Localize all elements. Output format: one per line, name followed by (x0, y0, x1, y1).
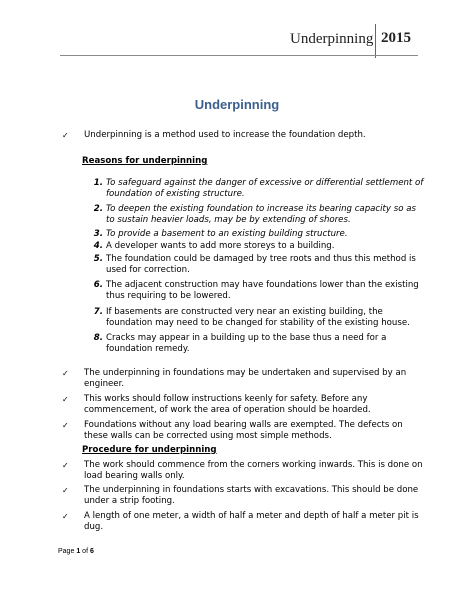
reasons-heading: Reasons for underpinning (82, 156, 208, 166)
bullet-item: The work should commence from the corners working inwards. This is done on load bearing walls only. (84, 460, 423, 481)
list-number: 6. (93, 280, 103, 290)
footer-of-label: of (82, 548, 89, 555)
check-icon: ✓ (62, 421, 69, 430)
check-icon: ✓ (62, 131, 69, 140)
check-icon: ✓ (62, 369, 69, 378)
footer-page-label: Page (58, 548, 75, 555)
list-item: The adjacent construction may have foundations lower than the existing thus requiring to be lowered. (106, 280, 419, 301)
document-title: Underpinning (194, 97, 280, 112)
list-number: 1. (93, 178, 103, 188)
footer-page-total: 6 (89, 548, 94, 555)
list-item: A developer wants to add more storeys to a building. (106, 241, 335, 251)
list-number: 5. (93, 254, 103, 264)
procedure-heading: Procedure for underpinning (82, 445, 217, 455)
intro-text: Underpinning is a method used to increase the foundation depth. (84, 130, 366, 140)
bullet-item: The underpinning in foundations may be undertaken and supervised by an engineer. (84, 368, 407, 389)
bullet-item: A length of one meter, a width of half a meter and depth of half a meter pit is dug. (84, 511, 419, 532)
header-rule (60, 55, 418, 56)
check-icon: ✓ (62, 395, 69, 404)
list-item: If basements are constructed very near an existing building, the foundation may need to be changed for stability of the existing house. (106, 307, 410, 328)
header-divider (375, 24, 376, 58)
bullet-item: This works should follow instructions keenly for safety. Before any commencement, of work the area of operation should be hoarded. (84, 394, 371, 415)
bullet-item: The underpinning in foundations starts with excavations. This should be done under a strip footing. (84, 485, 419, 506)
footer-page-number: 1 (76, 548, 81, 555)
list-item: Cracks may appear in a building up to the base thus a need for a foundation remedy. (106, 333, 387, 354)
page-footer (58, 548, 94, 555)
check-icon: ✓ (62, 461, 69, 470)
header-year: 2015 (381, 30, 411, 46)
list-number: 2. (93, 204, 103, 214)
header-title: Underpinning (290, 31, 374, 47)
list-item: To safeguard against the danger of excessive or differential settlement of foundation of existing structure. (106, 178, 424, 199)
bullet-item: Foundations without any load bearing walls are exempted. The defects on these walls can be corrected using most simple methods. (84, 420, 403, 441)
list-item: To deepen the existing foundation to increase its bearing capacity so as to sustain heavier loads, may be by extending of shores. (106, 204, 416, 225)
list-number: 8. (93, 333, 103, 343)
list-item: The foundation could be damaged by tree roots and thus this method is used for correction. (106, 254, 416, 275)
list-number: 4. (93, 241, 103, 251)
list-item: To provide a basement to an existing building structure. (106, 229, 348, 239)
check-icon: ✓ (62, 486, 69, 495)
list-number: 3. (93, 229, 103, 239)
check-icon: ✓ (62, 512, 69, 521)
list-number: 7. (93, 307, 103, 317)
